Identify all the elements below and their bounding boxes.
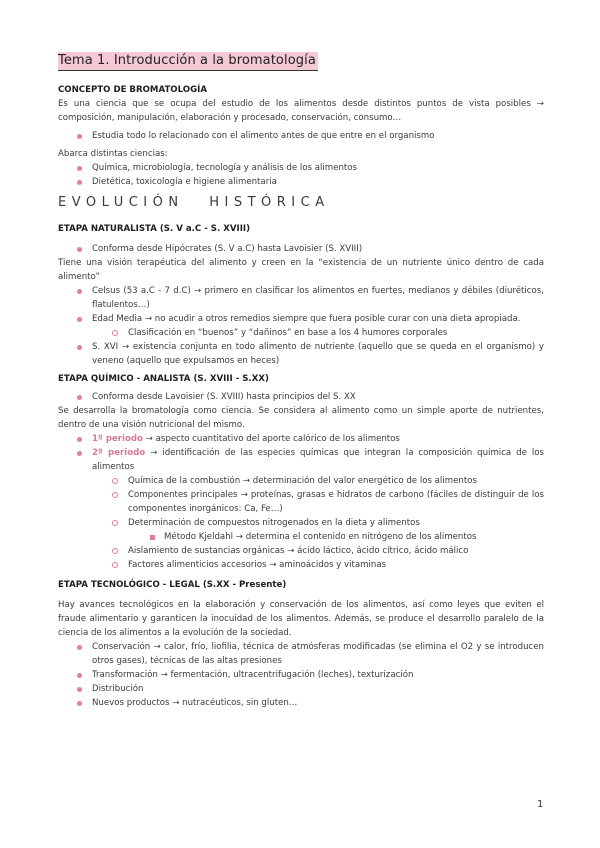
list-item: Celsus (53 a.C - 7 d.C) → primero en clasificar los alimentos en fuertes, medianos y débiles (diuréticos, flatulentos…) [58, 284, 544, 312]
list-item: Factores alimenticios accesorios → aminoácidos y vitaminas [58, 558, 544, 572]
list-item: Determinación de compuestos nitrogenados en la dieta y alimentos [58, 516, 544, 530]
list-item: Conservación → calor, frío, liofilia, técnica de atmósferas modificadas (se elimina el O2 y se introducen otros gases), técnicas de las altas presiones [58, 640, 544, 668]
list-item: Clasificación en “buenos” y “dañinos” en base a los 4 humores corporales [58, 326, 544, 340]
tecnologico-text: Hay avances tecnológicos en la elaboración y conservación de los alimentos, así como leyes que eviten el fraude alimentario y garanticen la inocuidad de los alimentos. Además, se produce el desarrollo paralelo de la ciencia de los alimentos a la evolución de la sociedad. [58, 600, 544, 638]
bullet-icon [77, 317, 82, 322]
bullet-icon [77, 645, 82, 650]
bullet-icon [77, 166, 82, 171]
circle-bullet-icon [112, 330, 118, 336]
bullet-icon [77, 247, 82, 252]
evolucion-heading: EVOLUCIÓN HISTÓRICA [58, 195, 330, 210]
abarca-text: Abarca distintas ciencias: [58, 149, 168, 159]
list-item: Transformación → fermentación, ultracentrifugación (leches), texturización [58, 668, 544, 682]
bullet-icon [77, 701, 82, 706]
bullet-icon [77, 180, 82, 185]
page-number: 1 [537, 799, 544, 810]
bullet-icon [77, 673, 82, 678]
list-item: Estudia todo lo relacionado con el alimento antes de que entre en el organismo [58, 129, 544, 143]
quimico-list-1 [58, 390, 544, 404]
list-item: Química, microbiología, tecnología y análisis de los alimentos [58, 161, 544, 175]
bullet-icon [77, 437, 82, 442]
section-heading-quimico: ETAPA QUÍMICO - ANALISTA (S. XVIII - S.XX) [58, 374, 269, 384]
circle-bullet-icon [112, 520, 118, 526]
bullet-icon [77, 289, 82, 294]
circle-bullet-icon [112, 562, 118, 568]
bullet-icon [77, 345, 82, 350]
page-title: Tema 1. Introducción a la bromatología [58, 52, 318, 71]
quimico-text: Se desarrolla la bromatología como ciencia. Se considera al alimento como un simple aporte de nutrientes, dentro de una visión nutricional del mismo. [58, 406, 544, 430]
bullet-icon [77, 134, 82, 139]
list-item: Componentes principales → proteínas, grasas e hidratos de carbono (fáciles de distinguir de los componentes inorgánicos: Ca, Fe…) [58, 488, 544, 516]
list-item: Nuevos productos → nutracéuticos, sin gluten… [58, 696, 544, 710]
bullet-icon [77, 451, 82, 456]
section-heading-naturalista: ETAPA NATURALISTA (S. V a.C - S. XVIII) [58, 224, 251, 234]
list-item: Conforma desde Lavoisier (S. XVIII) hasta principios del S. XX [58, 390, 544, 404]
square-bullet-icon [150, 535, 155, 540]
list-item: Método Kjeldahl → determina el contenido en nitrógeno de los alimentos [58, 530, 544, 544]
circle-bullet-icon [112, 492, 118, 498]
circle-bullet-icon [112, 478, 118, 484]
list-item: 1º periodo → aspecto cuantitativo del aporte calórico de los alimentos [58, 432, 544, 446]
naturalista-list-1 [58, 242, 544, 256]
bullet-icon [77, 395, 82, 400]
list-item: Distribución [58, 682, 544, 696]
list-item: S. XVI → existencia conjunta en todo alimento de nutriente (aquello que se queda en el organismo) y veneno (aquello que expulsamos en heces) [58, 340, 544, 368]
naturalista-list-2 [58, 284, 544, 368]
list-item: Edad Media → no acudir a otros remedios siempre que fuera posible curar con una dieta apropiada. [58, 312, 544, 326]
bullet-icon [77, 687, 82, 692]
quimico-list-2 [58, 432, 544, 572]
ciencias-list [58, 161, 544, 189]
document-body [58, 83, 544, 710]
concepto-intro: Es una ciencia que se ocupa del estudio de los alimentos desde distintos puntos de vista posibles → composición, manipulación, elaboración y procesado, conservación, consumo… [58, 99, 544, 123]
list-item: Conforma desde Hipócrates (S. V a.C) hasta Lavoisier (S. XVIII) [58, 242, 544, 256]
list-item: Química de la combustión → determinación del valor energético de los alimentos [58, 474, 544, 488]
list-item: 2º periodo → identificación de las especies químicas que integran la composición química de los alimentos [58, 446, 544, 474]
section-heading-tecnologico: ETAPA TECNOLÓGICO - LEGAL (S.XX - Presente) [58, 580, 287, 590]
circle-bullet-icon [112, 548, 118, 554]
tecnologico-list [58, 640, 544, 710]
list-item: Dietética, toxicología e higiene alimentaria [58, 175, 544, 189]
section-heading-concepto: CONCEPTO DE BROMATOLOGÍA [58, 85, 207, 95]
naturalista-text: Tiene una visión terapéutica del alimento y creen en la “existencia de un nutriente único dentro de cada alimento” [58, 258, 544, 282]
concepto-list [58, 129, 544, 143]
list-item: Aislamiento de sustancias orgánicas → ácido láctico, ácido cítrico, ácido málico [58, 544, 544, 558]
